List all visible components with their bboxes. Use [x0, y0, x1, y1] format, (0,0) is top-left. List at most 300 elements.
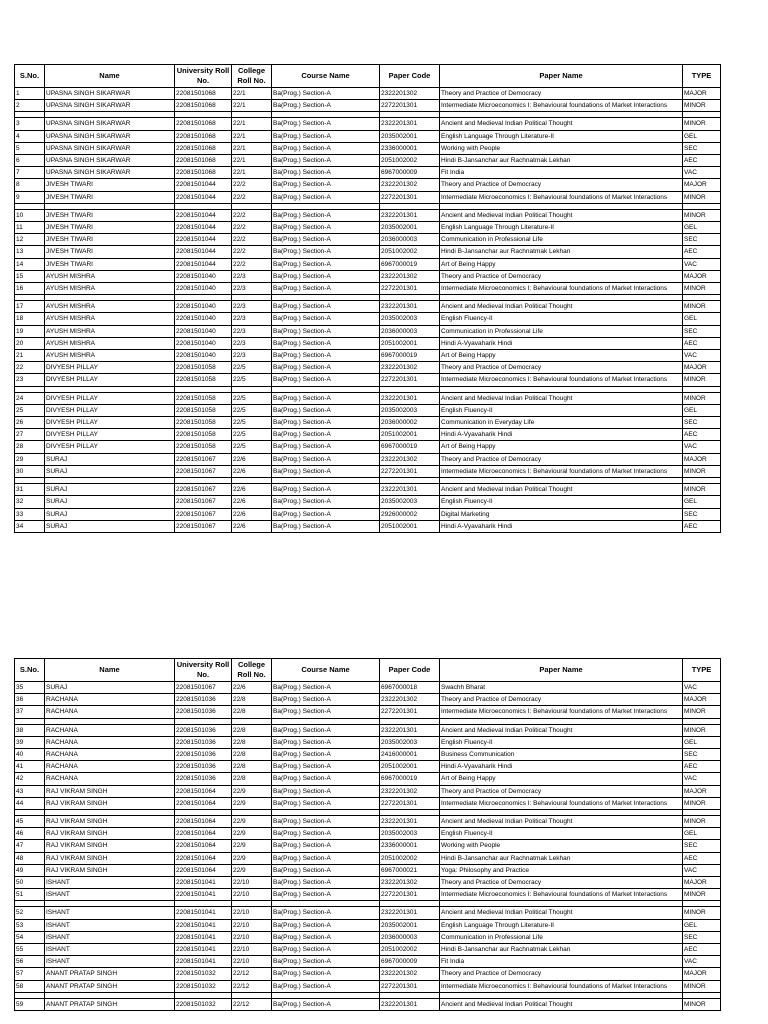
cell-type: SEC [683, 508, 721, 520]
cell-university-roll: 22081501068 [175, 167, 232, 179]
cell-university-roll: 22081501040 [175, 325, 232, 337]
table-row [15, 100, 721, 112]
cell-course-name: Ba(Prog.) Section-A [272, 944, 380, 956]
cell-name: ISHANT [45, 919, 175, 931]
cell-university-roll: 22081501044 [175, 191, 232, 203]
table-row [15, 88, 721, 100]
cell-paper-code: 2051002001 [380, 761, 440, 773]
cell-university-roll: 22081501041 [175, 907, 232, 919]
cell-sno: 38 [15, 724, 45, 736]
cell-sno: 10 [15, 209, 45, 221]
cell-type: SEC [683, 749, 721, 761]
cell-course-name: Ba(Prog.) Section-A [272, 118, 380, 130]
cell-college-roll: 22/12 [232, 980, 272, 992]
cell-name: UPASNA SINGH SIKARWAR [45, 88, 175, 100]
cell-paper-name: Art of Being Happy [440, 258, 683, 270]
cell-type: GEL [683, 496, 721, 508]
table-row [15, 155, 721, 167]
cell-type: MINOR [683, 816, 721, 828]
cell-university-roll: 22081501058 [175, 374, 232, 386]
cell-college-roll: 22/9 [232, 785, 272, 797]
cell-paper-code: 2272201301 [380, 980, 440, 992]
cell-name: UPASNA SINGH SIKARWAR [45, 100, 175, 112]
cell-paper-code: 2322201301 [380, 118, 440, 130]
cell-name: RAJ VIKRAM SINGH [45, 785, 175, 797]
table-row [15, 179, 721, 191]
cell-course-name: Ba(Prog.) Section-A [272, 520, 380, 532]
cell-sno: 36 [15, 694, 45, 706]
table-row [15, 968, 721, 980]
table-row [15, 167, 721, 179]
cell-university-roll: 22081501040 [175, 283, 232, 295]
cell-course-name: Ba(Prog.) Section-A [272, 270, 380, 282]
cell-paper-code: 2322201301 [380, 816, 440, 828]
cell-sno: 50 [15, 877, 45, 889]
cell-paper-name: Ancient and Medieval Indian Political Thought [440, 484, 683, 496]
table-row [15, 453, 721, 465]
cell-type: VAC [683, 258, 721, 270]
cell-college-roll: 22/1 [232, 142, 272, 154]
cell-university-roll: 22081501064 [175, 852, 232, 864]
cell-university-roll: 22081501036 [175, 749, 232, 761]
cell-paper-name: Intermediate Microeconomics I: Behavioural foundations of Market Interactions [440, 797, 683, 809]
cell-paper-code: 2322201302 [380, 785, 440, 797]
cell-college-roll: 22/9 [232, 797, 272, 809]
table-body [15, 88, 721, 533]
cell-type: MAJOR [683, 968, 721, 980]
table-row [15, 484, 721, 496]
cell-type: MAJOR [683, 877, 721, 889]
cell-college-roll: 22/3 [232, 337, 272, 349]
table-row [15, 724, 721, 736]
cell-paper-name: Art of Being Happy [440, 773, 683, 785]
cell-university-roll: 22081501058 [175, 441, 232, 453]
table-row [15, 325, 721, 337]
cell-name: RAJ VIKRAM SINGH [45, 828, 175, 840]
table-row [15, 828, 721, 840]
cell-type: MINOR [683, 392, 721, 404]
cell-paper-code: 6967000009 [380, 167, 440, 179]
cell-sno: 44 [15, 797, 45, 809]
header-course-name: Course Name [272, 659, 380, 682]
cell-name: SURAJ [45, 484, 175, 496]
cell-name: RACHANA [45, 706, 175, 718]
cell-sno: 9 [15, 191, 45, 203]
cell-paper-name: Theory and Practice of Democracy [440, 785, 683, 797]
table-row [15, 130, 721, 142]
cell-paper-name: Ancient and Medieval Indian Political Thought [440, 209, 683, 221]
cell-type: GEL [683, 919, 721, 931]
cell-paper-code: 2322201302 [380, 877, 440, 889]
cell-paper-code: 2322201302 [380, 88, 440, 100]
cell-name: SURAJ [45, 465, 175, 477]
cell-paper-name: Hindi B-Jansanchar aur Rachnatmak Lekhan [440, 944, 683, 956]
cell-sno: 31 [15, 484, 45, 496]
cell-name: UPASNA SINGH SIKARWAR [45, 167, 175, 179]
cell-name: ISHANT [45, 956, 175, 968]
table-row [15, 907, 721, 919]
header-university-roll: University Roll No. [175, 659, 232, 682]
cell-sno: 51 [15, 889, 45, 901]
cell-course-name: Ba(Prog.) Section-A [272, 209, 380, 221]
cell-type: SEC [683, 840, 721, 852]
cell-course-name: Ba(Prog.) Section-A [272, 508, 380, 520]
cell-college-roll: 22/8 [232, 724, 272, 736]
cell-type: GEL [683, 222, 721, 234]
cell-paper-name: Theory and Practice of Democracy [440, 968, 683, 980]
cell-paper-code: 6967000019 [380, 773, 440, 785]
cell-paper-name: Ancient and Medieval Indian Political Thought [440, 301, 683, 313]
cell-paper-name: English Language Through Literature-II [440, 919, 683, 931]
cell-paper-code: 2051002001 [380, 337, 440, 349]
cell-paper-code: 6967000018 [380, 682, 440, 694]
cell-sno: 52 [15, 907, 45, 919]
cell-college-roll: 22/6 [232, 508, 272, 520]
cell-type: SEC [683, 142, 721, 154]
cell-course-name: Ba(Prog.) Section-A [272, 155, 380, 167]
cell-paper-code: 6967000019 [380, 350, 440, 362]
cell-paper-name: Intermediate Microeconomics I: Behavioural foundations of Market Interactions [440, 374, 683, 386]
table-row [15, 234, 721, 246]
cell-course-name: Ba(Prog.) Section-A [272, 980, 380, 992]
cell-name: JIVESH TIWARI [45, 179, 175, 191]
cell-type: AEC [683, 246, 721, 258]
header-paper-name: Paper Name [440, 65, 683, 88]
cell-course-name: Ba(Prog.) Section-A [272, 998, 380, 1010]
table-row [15, 694, 721, 706]
cell-type: MINOR [683, 374, 721, 386]
cell-name: SURAJ [45, 520, 175, 532]
cell-university-roll: 22081501067 [175, 453, 232, 465]
cell-type: GEL [683, 404, 721, 416]
cell-college-roll: 22/3 [232, 270, 272, 282]
cell-name: RAJ VIKRAM SINGH [45, 816, 175, 828]
table-row [15, 246, 721, 258]
cell-name: JIVESH TIWARI [45, 234, 175, 246]
cell-paper-name: Hindi B-Jansanchar aur Rachnatmak Lekhan [440, 852, 683, 864]
enrollment-table-1 [14, 64, 721, 533]
table-row [15, 118, 721, 130]
cell-paper-code: 2051002002 [380, 246, 440, 258]
cell-university-roll: 22081501041 [175, 889, 232, 901]
cell-course-name: Ba(Prog.) Section-A [272, 325, 380, 337]
cell-paper-code: 2051002002 [380, 852, 440, 864]
cell-name: DIVYESH PILLAY [45, 429, 175, 441]
cell-name: ISHANT [45, 944, 175, 956]
cell-paper-code: 2036000003 [380, 931, 440, 943]
cell-university-roll: 22081501044 [175, 209, 232, 221]
cell-university-roll: 22081501040 [175, 337, 232, 349]
cell-course-name: Ba(Prog.) Section-A [272, 88, 380, 100]
cell-sno: 21 [15, 350, 45, 362]
table-row [15, 283, 721, 295]
cell-name: AYUSH MISHRA [45, 270, 175, 282]
cell-college-roll: 22/3 [232, 301, 272, 313]
cell-type: AEC [683, 520, 721, 532]
cell-course-name: Ba(Prog.) Section-A [272, 179, 380, 191]
cell-paper-name: Ancient and Medieval Indian Political Thought [440, 816, 683, 828]
cell-paper-code: 2322201301 [380, 301, 440, 313]
cell-course-name: Ba(Prog.) Section-A [272, 968, 380, 980]
cell-sno: 46 [15, 828, 45, 840]
cell-paper-code: 2272201301 [380, 100, 440, 112]
cell-sno: 13 [15, 246, 45, 258]
cell-course-name: Ba(Prog.) Section-A [272, 931, 380, 943]
table-row [15, 998, 721, 1010]
cell-college-roll: 22/10 [232, 944, 272, 956]
cell-paper-name: Hindi B-Jansanchar aur Rachnatmak Lekhan [440, 246, 683, 258]
cell-college-roll: 22/10 [232, 889, 272, 901]
cell-paper-name: Theory and Practice of Democracy [440, 270, 683, 282]
cell-college-roll: 22/5 [232, 374, 272, 386]
cell-sno: 49 [15, 864, 45, 876]
cell-university-roll: 22081501040 [175, 350, 232, 362]
cell-sno: 59 [15, 998, 45, 1010]
cell-college-roll: 22/6 [232, 465, 272, 477]
cell-course-name: Ba(Prog.) Section-A [272, 392, 380, 404]
cell-university-roll: 22081501040 [175, 313, 232, 325]
cell-paper-name: English Fluency-II [440, 313, 683, 325]
cell-college-roll: 22/5 [232, 441, 272, 453]
cell-college-roll: 22/5 [232, 417, 272, 429]
cell-university-roll: 22081501067 [175, 484, 232, 496]
cell-type: GEL [683, 828, 721, 840]
cell-sno: 58 [15, 980, 45, 992]
cell-course-name: Ba(Prog.) Section-A [272, 283, 380, 295]
cell-paper-name: Art of Being Happy [440, 350, 683, 362]
cell-course-name: Ba(Prog.) Section-A [272, 100, 380, 112]
cell-paper-code: 2322201302 [380, 362, 440, 374]
cell-college-roll: 22/2 [232, 191, 272, 203]
cell-university-roll: 22081501036 [175, 724, 232, 736]
cell-university-roll: 22081501058 [175, 417, 232, 429]
cell-course-name: Ba(Prog.) Section-A [272, 404, 380, 416]
cell-type: MINOR [683, 100, 721, 112]
cell-type: SEC [683, 931, 721, 943]
cell-course-name: Ba(Prog.) Section-A [272, 761, 380, 773]
table-row [15, 520, 721, 532]
header-type: TYPE [683, 65, 721, 88]
cell-paper-code: 2035002003 [380, 828, 440, 840]
cell-university-roll: 22081501041 [175, 877, 232, 889]
cell-course-name: Ba(Prog.) Section-A [272, 889, 380, 901]
cell-name: ISHANT [45, 907, 175, 919]
cell-university-roll: 22081501041 [175, 944, 232, 956]
table-body [15, 682, 721, 1011]
cell-paper-name: English Fluency-II [440, 496, 683, 508]
cell-name: ANANT PRATAP SINGH [45, 998, 175, 1010]
header-name: Name [45, 659, 175, 682]
cell-type: AEC [683, 155, 721, 167]
table-row [15, 209, 721, 221]
cell-course-name: Ba(Prog.) Section-A [272, 797, 380, 809]
table-row [15, 417, 721, 429]
table-row [15, 956, 721, 968]
cell-name: JIVESH TIWARI [45, 209, 175, 221]
cell-college-roll: 22/10 [232, 931, 272, 943]
cell-college-roll: 22/8 [232, 694, 272, 706]
table-row [15, 258, 721, 270]
cell-college-roll: 22/9 [232, 840, 272, 852]
cell-name: AYUSH MISHRA [45, 301, 175, 313]
cell-course-name: Ba(Prog.) Section-A [272, 877, 380, 889]
table-row [15, 337, 721, 349]
table-row [15, 392, 721, 404]
cell-university-roll: 22081501036 [175, 694, 232, 706]
cell-paper-code: 2036000003 [380, 325, 440, 337]
cell-paper-code: 2322201302 [380, 270, 440, 282]
cell-university-roll: 22081501068 [175, 130, 232, 142]
cell-paper-name: Intermediate Microeconomics I: Behavioural foundations of Market Interactions [440, 706, 683, 718]
cell-paper-code: 2926000002 [380, 508, 440, 520]
cell-sno: 1 [15, 88, 45, 100]
cell-name: RAJ VIKRAM SINGH [45, 852, 175, 864]
cell-course-name: Ba(Prog.) Section-A [272, 191, 380, 203]
cell-type: MAJOR [683, 179, 721, 191]
cell-paper-name: Theory and Practice of Democracy [440, 694, 683, 706]
cell-paper-name: Swachh Bharat [440, 682, 683, 694]
cell-paper-code: 2322201302 [380, 694, 440, 706]
table-row [15, 931, 721, 943]
cell-sno: 7 [15, 167, 45, 179]
cell-course-name: Ba(Prog.) Section-A [272, 864, 380, 876]
cell-name: RACHANA [45, 736, 175, 748]
cell-course-name: Ba(Prog.) Section-A [272, 852, 380, 864]
cell-paper-name: Ancient and Medieval Indian Political Thought [440, 118, 683, 130]
cell-sno: 48 [15, 852, 45, 864]
cell-university-roll: 22081501058 [175, 362, 232, 374]
cell-name: RACHANA [45, 724, 175, 736]
cell-college-roll: 22/3 [232, 350, 272, 362]
cell-paper-name: Theory and Practice of Democracy [440, 88, 683, 100]
cell-college-roll: 22/10 [232, 907, 272, 919]
cell-type: GEL [683, 313, 721, 325]
cell-course-name: Ba(Prog.) Section-A [272, 907, 380, 919]
cell-paper-code: 2322201301 [380, 907, 440, 919]
cell-university-roll: 22081501032 [175, 998, 232, 1010]
cell-university-roll: 22081501036 [175, 761, 232, 773]
cell-paper-code: 2035002003 [380, 736, 440, 748]
table-row [15, 785, 721, 797]
cell-sno: 34 [15, 520, 45, 532]
table-row [15, 350, 721, 362]
cell-type: VAC [683, 956, 721, 968]
cell-paper-name: English Fluency-II [440, 736, 683, 748]
cell-university-roll: 22081501032 [175, 968, 232, 980]
cell-type: MAJOR [683, 694, 721, 706]
table-row [15, 840, 721, 852]
cell-paper-code: 2051002002 [380, 155, 440, 167]
cell-course-name: Ba(Prog.) Section-A [272, 142, 380, 154]
cell-name: UPASNA SINGH SIKARWAR [45, 155, 175, 167]
table-row [15, 374, 721, 386]
cell-paper-name: Intermediate Microeconomics I: Behavioural foundations of Market Interactions [440, 889, 683, 901]
cell-course-name: Ba(Prog.) Section-A [272, 956, 380, 968]
cell-sno: 53 [15, 919, 45, 931]
cell-course-name: Ba(Prog.) Section-A [272, 453, 380, 465]
cell-course-name: Ba(Prog.) Section-A [272, 130, 380, 142]
cell-name: SURAJ [45, 453, 175, 465]
cell-paper-name: Yoga: Philosophy and Practice [440, 864, 683, 876]
cell-sno: 17 [15, 301, 45, 313]
cell-type: SEC [683, 325, 721, 337]
cell-university-roll: 22081501068 [175, 88, 232, 100]
cell-course-name: Ba(Prog.) Section-A [272, 234, 380, 246]
cell-paper-name: Ancient and Medieval Indian Political Thought [440, 907, 683, 919]
cell-name: ISHANT [45, 931, 175, 943]
cell-name: RACHANA [45, 694, 175, 706]
header-paper-code: Paper Code [380, 65, 440, 88]
cell-name: RAJ VIKRAM SINGH [45, 797, 175, 809]
cell-type: MINOR [683, 706, 721, 718]
cell-type: AEC [683, 337, 721, 349]
cell-paper-code: 2272201301 [380, 706, 440, 718]
cell-course-name: Ba(Prog.) Section-A [272, 785, 380, 797]
cell-name: AYUSH MISHRA [45, 313, 175, 325]
cell-paper-code: 2322201301 [380, 209, 440, 221]
cell-university-roll: 22081501041 [175, 931, 232, 943]
cell-type: MINOR [683, 283, 721, 295]
cell-name: DIVYESH PILLAY [45, 404, 175, 416]
cell-paper-name: Ancient and Medieval Indian Political Thought [440, 998, 683, 1010]
cell-university-roll: 22081501058 [175, 392, 232, 404]
cell-name: JIVESH TIWARI [45, 246, 175, 258]
cell-type: MINOR [683, 889, 721, 901]
cell-sno: 4 [15, 130, 45, 142]
cell-type: MAJOR [683, 270, 721, 282]
cell-paper-name: English Fluency-II [440, 828, 683, 840]
cell-paper-code: 2272201301 [380, 797, 440, 809]
cell-course-name: Ba(Prog.) Section-A [272, 496, 380, 508]
cell-sno: 2 [15, 100, 45, 112]
cell-college-roll: 22/2 [232, 179, 272, 191]
cell-paper-code: 2416000001 [380, 749, 440, 761]
cell-type: MINOR [683, 301, 721, 313]
cell-paper-code: 6967000021 [380, 864, 440, 876]
cell-sno: 55 [15, 944, 45, 956]
table-row [15, 919, 721, 931]
cell-college-roll: 22/1 [232, 167, 272, 179]
cell-paper-code: 6967000009 [380, 956, 440, 968]
cell-name: SURAJ [45, 496, 175, 508]
cell-course-name: Ba(Prog.) Section-A [272, 694, 380, 706]
cell-paper-name: Hindi A-Vyavaharik Hindi [440, 337, 683, 349]
cell-name: RACHANA [45, 761, 175, 773]
cell-sno: 39 [15, 736, 45, 748]
header-sno: S.No. [15, 659, 45, 682]
header-sno: S.No. [15, 65, 45, 88]
header-name: Name [45, 65, 175, 88]
cell-course-name: Ba(Prog.) Section-A [272, 417, 380, 429]
cell-type: VAC [683, 773, 721, 785]
table-row [15, 980, 721, 992]
cell-sno: 23 [15, 374, 45, 386]
cell-name: DIVYESH PILLAY [45, 441, 175, 453]
cell-name: JIVESH TIWARI [45, 191, 175, 203]
cell-college-roll: 22/3 [232, 283, 272, 295]
cell-paper-name: Intermediate Microeconomics I: Behavioural foundations of Market Interactions [440, 465, 683, 477]
cell-paper-name: Theory and Practice of Democracy [440, 179, 683, 191]
cell-college-roll: 22/1 [232, 118, 272, 130]
cell-course-name: Ba(Prog.) Section-A [272, 465, 380, 477]
table-row [15, 706, 721, 718]
cell-course-name: Ba(Prog.) Section-A [272, 736, 380, 748]
cell-sno: 19 [15, 325, 45, 337]
cell-paper-code: 2336000001 [380, 840, 440, 852]
cell-course-name: Ba(Prog.) Section-A [272, 167, 380, 179]
cell-university-roll: 22081501036 [175, 706, 232, 718]
cell-university-roll: 22081501067 [175, 520, 232, 532]
